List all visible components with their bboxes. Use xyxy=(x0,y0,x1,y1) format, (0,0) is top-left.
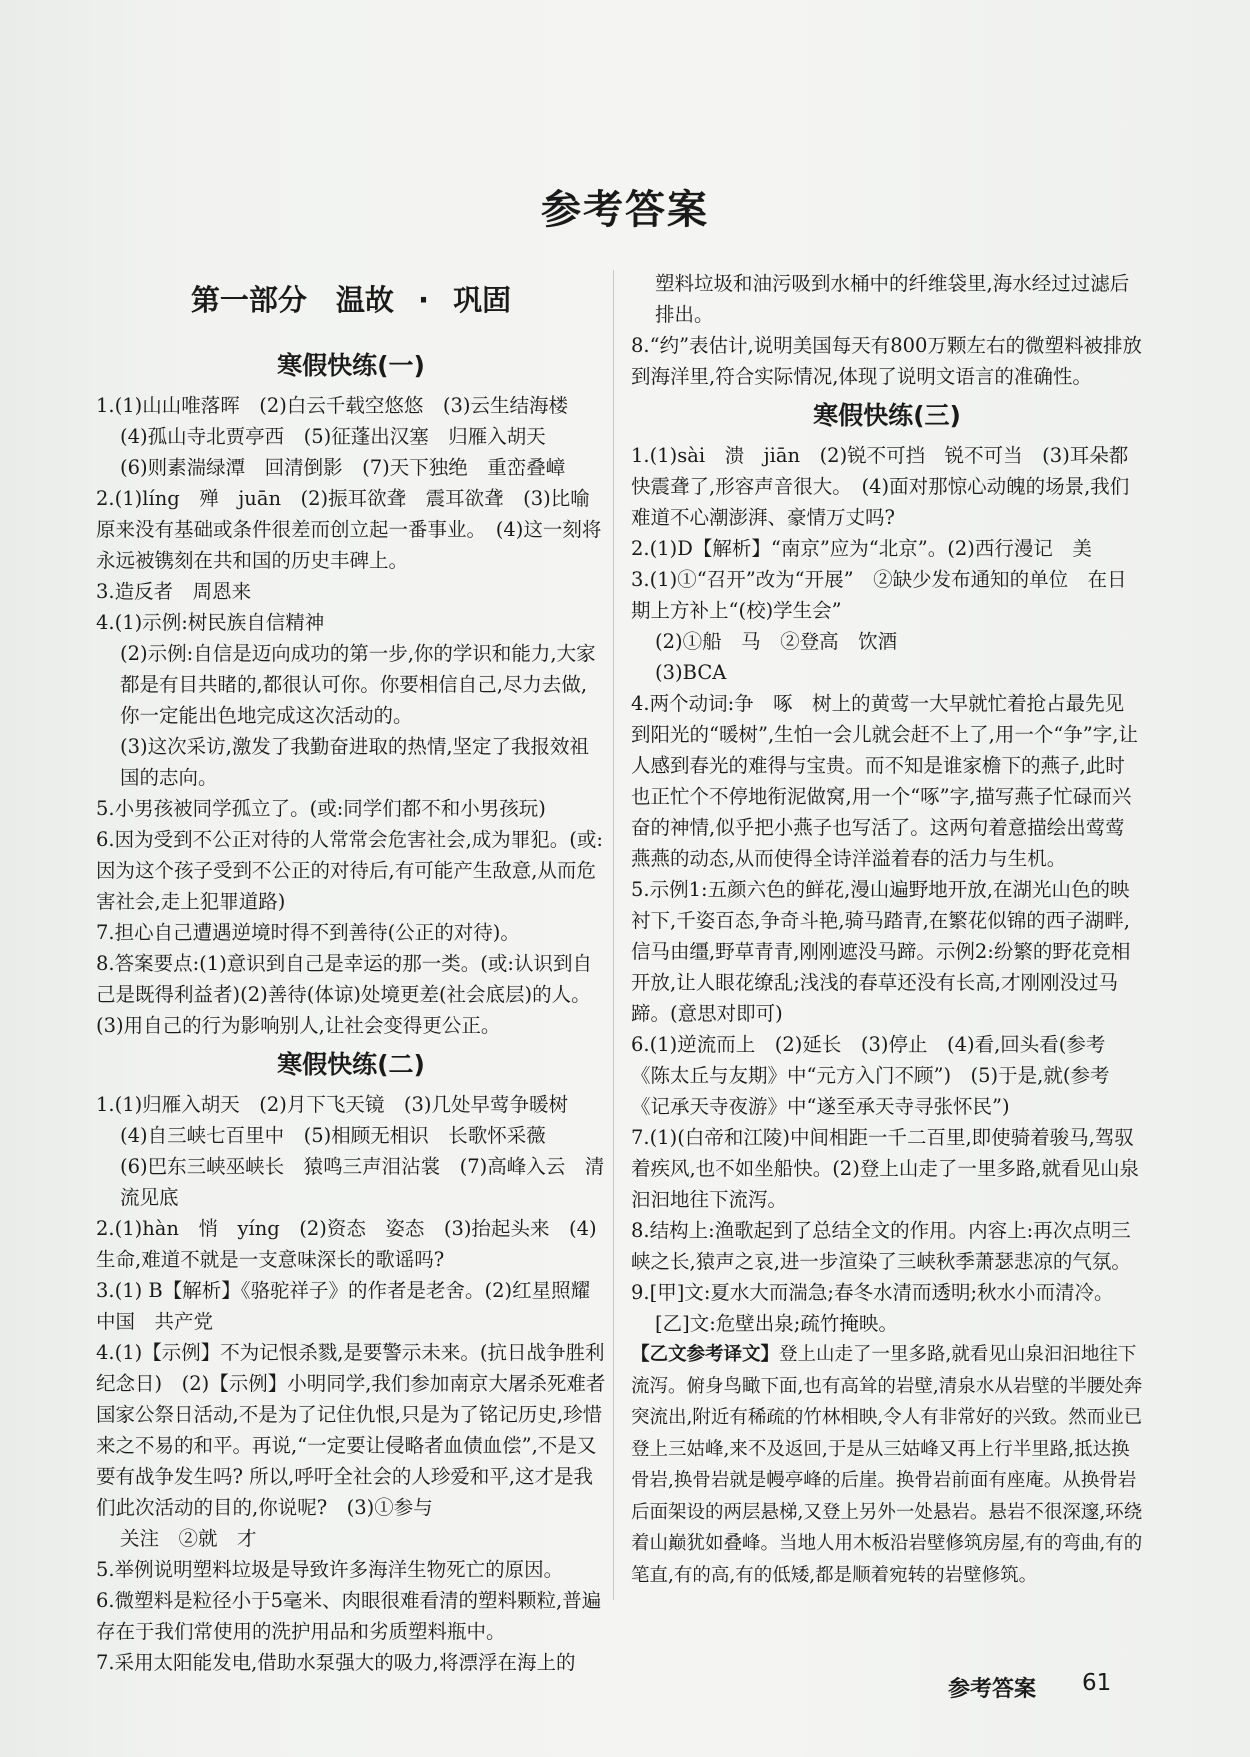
column-divider xyxy=(613,270,614,1600)
answer-item: 5.小男孩被同学孤立了。(或:同学们都不和小男孩玩) xyxy=(96,797,546,820)
answer-item: 7.担心自己遭遇逆境时得不到善待(公正的对待)。 xyxy=(96,921,520,944)
answer-item: 8.“约”表估计,说明美国每天有800万颗左右的微塑料被排放到海洋里,符合实际情况,体现了说明文语言的准确性。 xyxy=(631,334,1142,388)
answer-item: (6)巴东三峡巫峡长 猿鸣三声泪沾裳 (7)高峰入云 清流见底 xyxy=(120,1155,605,1209)
answer-item: (4)孤山寺北贾亭西 (5)征蓬出汉塞 归雁入胡天 xyxy=(120,425,546,448)
answer-item: (2)示例:自信是迈向成功的第一步,你的学识和能力,大家都是有目共睹的,都很认可你。你要相信自己,尽力去做,你一定能出色地完成这次活动的。 xyxy=(120,642,596,727)
answer-item: 2.(1)líng 殚 juān (2)振耳欲聋 震耳欲聋 (3)比喻原来没有基础或条件很差而创立起一番事业。 (4)这一刻将永远被镌刻在共和国的历史丰碑上。 xyxy=(96,487,602,572)
page-number: 61 xyxy=(1082,1670,1112,1696)
answer-item: 1.(1)山山唯落晖 (2)白云千载空悠悠 (3)云生结海楼 xyxy=(96,394,568,417)
answer-item: 3.(1) B【解析】《骆驼祥子》的作者是老舍。(2)红星照耀中国 共产党 xyxy=(96,1279,591,1333)
part-title: 第一部分 温故 · 巩固 xyxy=(190,283,512,317)
answer-item: 6.(1)逆流而上 (2)延长 (3)停止 (4)看,回头看(参考《陈太丘与友期》中“元方入门不顾”) (5)于是,就(参考《记承天寺夜游》中“遂至承天寺寻张怀民”) xyxy=(631,1033,1110,1118)
answer-item: 1.(1)sài 溃 jiān (2)锐不可挡 锐不可当 (3)耳朵都快震聋了,形容声音很大。 (4)面对那惊心动魄的场景,我们难道不心潮澎湃、豪情万丈吗? xyxy=(631,444,1130,529)
answer-item: 9.[甲]文:夏水大而湍急;春冬水清而透明;秋水小而清冷。 xyxy=(631,1281,1114,1304)
answer-item: 3.造反者 周恩来 xyxy=(96,580,252,603)
answer-item: (3)BCA xyxy=(655,661,727,684)
answer-item: 3.(1)①“召开”改为“开展” ②缺少发布通知的单位 在日期上方补上“(校)学生会” xyxy=(631,568,1127,622)
footer-label: 参考答案 xyxy=(948,1677,1037,1702)
answer-item: 1.(1)归雁入胡天 (2)月下飞天镜 (3)几处早莺争暖树 xyxy=(96,1093,568,1116)
answer-item: 5.举例说明塑料垃圾是导致许多海洋生物死亡的原因。 xyxy=(96,1558,564,1581)
answer-item: 4.(1)示例:树民族自信精神 xyxy=(96,611,325,634)
answer-item: (6)则素湍绿潭 回清倒影 (7)天下独绝 重峦叠嶂 xyxy=(120,456,566,479)
answer-item: [乙]文:危壁出泉;疏竹掩映。 xyxy=(655,1312,898,1335)
answer-item: 塑料垃圾和油污吸到水桶中的纤维袋里,海水经过过滤后排出。 xyxy=(655,272,1130,326)
answer-item: 2.(1)D【解析】“南京”应为“北京”。(2)西行漫记 美 xyxy=(631,537,1092,560)
answer-item: 关注 ②就 才 xyxy=(120,1527,257,1550)
answer-item: (3)这次采访,激发了我勤奋进取的热情,坚定了我报效祖国的志向。 xyxy=(120,735,590,789)
section-title-2: 寒假快练(二) xyxy=(277,1050,425,1079)
answer-item: 8.结构上:渔歌起到了总结全文的作用。内容上:再次点明三峡之长,猿声之哀,进一步渲染了三峡秋季萧瑟悲凉的气氛。 xyxy=(631,1219,1131,1273)
answer-item: 8.答案要点:(1)意识到自己是幸运的那一类。(或:认识到自己是既得利益者)(2)善待(体谅)处境更差(社会底层)的人。(3)用自己的行为影响别人,让社会变得更公正。 xyxy=(96,952,592,1037)
answer-item: (2)①船 马 ②登高 饮酒 xyxy=(655,630,898,653)
translation-label: 【乙文参考译文】 xyxy=(631,1344,780,1365)
translation-block xyxy=(631,1339,1143,1591)
answer-item: 7.采用太阳能发电,借助水泵强大的吸力,将漂浮在海上的 xyxy=(96,1651,576,1674)
left-column xyxy=(96,268,606,1678)
translation-text: 登上山走了一里多路,就看见山泉汩汩地往下流泻。俯身鸟瞰下面,也有高耸的岩壁,清泉水从岩壁的半腰处奔突流出,附近有稀疏的竹林相映,令人有非常好的兴致。然而业已登上三姑峰,来不及返回,于是从三姑峰又再上行半里路,抵达换骨岩,换骨岩就是幔亭峰的后崖。换骨岩前面有座庵。从换骨岩后面架设的两层悬梯,又登上另外一处悬岩。悬岩不很深邃,环绕着山巅犹如叠峰。当地人用木板沿岩壁修筑房屋,有的弯曲,有的笔直,有的高,有的低矮,都是顺着宛转的岩壁修筑。 xyxy=(631,1344,1143,1586)
answer-item: 7.(1)(白帝和江陵)中间相距一千二百里,即使骑着骏马,驾驭着疾风,也不如坐船快。(2)登上山走了一里多路,就看见山泉汩汩地往下流泻。 xyxy=(631,1126,1140,1211)
right-column xyxy=(631,268,1143,1591)
answer-item: 6.微塑料是粒径小于5毫米、肉眼很难看清的塑料颗粒,普遍存在于我们常使用的洗护用品和劣质塑料瓶中。 xyxy=(96,1589,602,1643)
answer-item: 2.(1)hàn 悄 yíng (2)资态 姿态 (3)抬起头来 (4)生命,难道不就是一支意味深长的歌谣吗? xyxy=(96,1217,597,1271)
answer-item: 4.(1)【示例】不为记恨杀戮,是要警示未来。(抗日战争胜利纪念日) (2)【示例】小明同学,我们参加南京大屠杀死难者国家公祭日活动,不是为了记住仇恨,只是为了铭记历史,珍惜来之不易的和平。再说,“一定要让侵略者血债血偿”,不是又要有战争发生吗? 所以,呼吁全社会的人珍爱和平,这才是我们此次活动的目的,你说呢? (3)①参与 xyxy=(96,1341,606,1519)
answer-item: 5.示例1:五颜六色的鲜花,漫山遍野地开放,在湖光山色的映衬下,千姿百态,争奇斗艳,骑马踏青,在繁花似锦的西子湖畔,信马由缰,野草青青,刚刚遮没马蹄。示例2:纷繁的野花竞相开放,让人眼花缭乱;浅浅的春草还没有长高,才刚刚没过马蹄。(意思对即可) xyxy=(631,878,1131,1025)
answer-item: 6.因为受到不公正对待的人常常会危害社会,成为罪犯。(或:因为这个孩子受到不公正的对待后,有可能产生敌意,从而危害社会,走上犯罪道路) xyxy=(96,828,603,913)
answer-item: (4)自三峡七百里中 (5)相顾无相识 长歌怀采薇 xyxy=(120,1124,546,1147)
page-title: 参考答案 xyxy=(541,187,709,233)
section-title-1: 寒假快练(一) xyxy=(277,351,425,380)
section-title-3: 寒假快练(三) xyxy=(813,401,961,430)
answer-item: 4.两个动词:争 啄 树上的黄莺一大早就忙着抢占最先见到阳光的“暖树”,生怕一会儿就会赶不上了,用一个“争”字,让人感到春光的难得与宝贵。而不知是谁家檐下的燕子,此时也正忙个不停地衔泥做窝,用一个“啄”字,描写燕子忙碌而兴奋的神情,似乎把小燕子也写活了。这两句着意描绘出莺莺燕燕的动态,从而使得全诗洋溢着春的活力与生机。 xyxy=(631,692,1138,870)
